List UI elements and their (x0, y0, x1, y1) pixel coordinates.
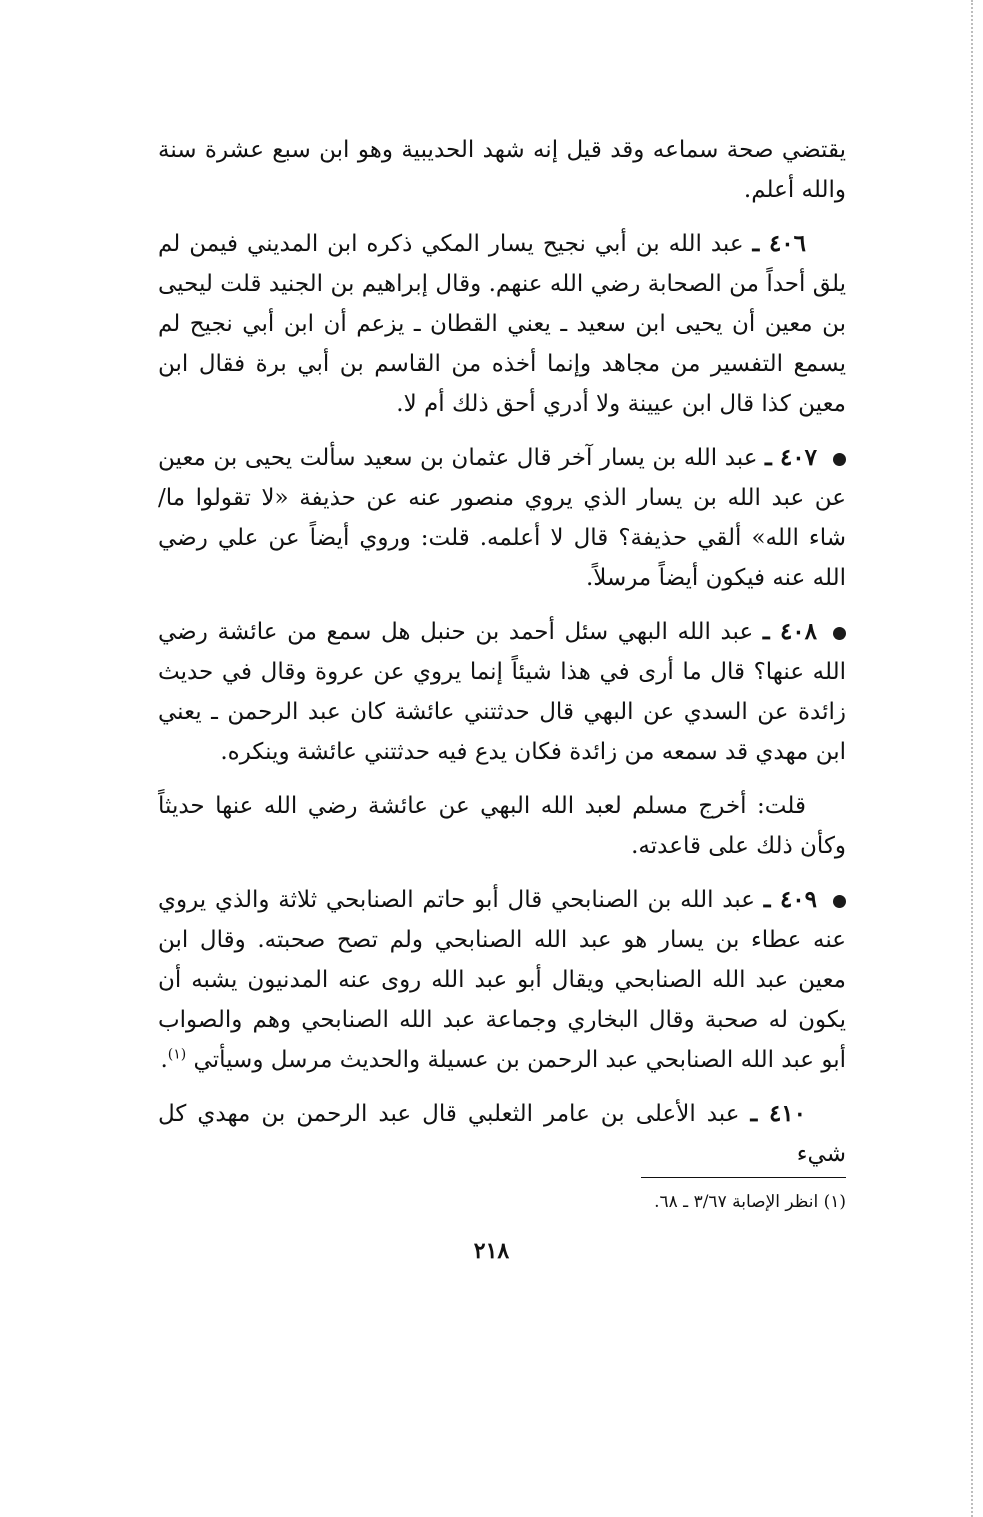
entry-text: عبد الله بن أبي نجيح يسار المكي ذكره ابن المديني فيمن لم يلق أحداً من الصحابة رضي الله عنهم. وقال إبراهيم بن الجنيد قلت ليحيى بن معين أن يحيى ابن سعيد ـ يعني القطان ـ يزعم أن ابن أبي نجيح لم يسمع التفسير من مجاهد وإنما أخذه من القاسم بن أبي برة فقال ابن معين كذا قال ابن عيينة ولا أدري أحق ذلك أم لا. (158, 231, 846, 417)
page-number: ٢١٨ (473, 1238, 510, 1264)
footnote-divider (641, 1177, 846, 1178)
entry-number: ٤١٠ ـ (750, 1100, 806, 1127)
entry-text: عبد الله البهي سئل أحمد بن حنبل هل سمع من عائشة رضي الله عنها؟ قال ما أرى في هذا شيئاً إنما يروي عن عروة وقال في حديث زائدة عن السدي عن البهي قال حدثتني عائشة كان عبد الرحمن ـ يعني ابن مهدي قد سمعه من زائدة فكان يدع فيه حدثتني عائشة وينكره. (158, 619, 846, 765)
entry-number: ٤٠٩ ـ (763, 886, 817, 913)
entry-text: عبد الأعلى بن عامر الثعلبي قال عبد الرحمن بن مهدي كل شيء (158, 1101, 846, 1167)
comment-paragraph (158, 786, 846, 866)
footnote-reference[interactable]: (١) (167, 1046, 187, 1063)
entry-407 (158, 438, 846, 598)
bullet-marker-icon (833, 453, 846, 466)
bullet-marker-icon (833, 627, 846, 640)
page-edge-border (971, 0, 973, 1517)
footnote-text: (١) انظر الإصابة ٣/٦٧ ـ ٦٨. (654, 1192, 846, 1212)
main-text-block (158, 130, 846, 1188)
entry-number: ٤٠٦ ـ (752, 230, 806, 257)
entry-text: عبد الله بن يسار آخر قال عثمان بن سعيد سألت يحيى بن معين عن عبد الله بن يسار الذي يروي منصور عنه عن حذيفة «لا تقولوا ما/ شاء الله» ألقي حذيفة؟ قال لا أعلمه. قلت: وروي أيضاً عن علي رضي الله عنه فيكون أيضاً مرسلاً. (158, 445, 846, 591)
entry-number: ٤٠٧ ـ (764, 444, 818, 471)
entry-410 (158, 1094, 846, 1174)
paragraph-text: يقتضي صحة سماعه وقد قيل إنه شهد الحديبية وهو ابن سبع عشرة سنة والله أعلم. (158, 137, 846, 203)
entry-406 (158, 224, 846, 424)
entry-tail: . (160, 1047, 168, 1073)
entry-409 (158, 880, 846, 1080)
paragraph-continuation (158, 130, 846, 210)
entry-text: عبد الله بن الصنابحي قال أبو حاتم الصنابحي ثلاثة والذي يروي عنه عطاء بن يسار هو عبد الله الصنابحي ولم تصح صحبته. وقال ابن معين عبد الله الصنابحي ويقال أبو عبد الله روى عنه المدنيون يشبه أن يكون له صحبة وقال البخاري وجماعة عبد الله الصنابحي وهم والصواب أبو عبد الله الصنابحي عبد الرحمن بن عسيلة والحديث مرسل وسيأتي (158, 887, 846, 1073)
entry-408 (158, 612, 846, 772)
entry-number: ٤٠٨ ـ (762, 618, 817, 645)
paragraph-text: قلت: أخرج مسلم لعبد الله البهي عن عائشة رضي الله عنها حديثاً وكأن ذلك على قاعدته. (158, 793, 846, 859)
bullet-marker-icon (833, 895, 846, 908)
